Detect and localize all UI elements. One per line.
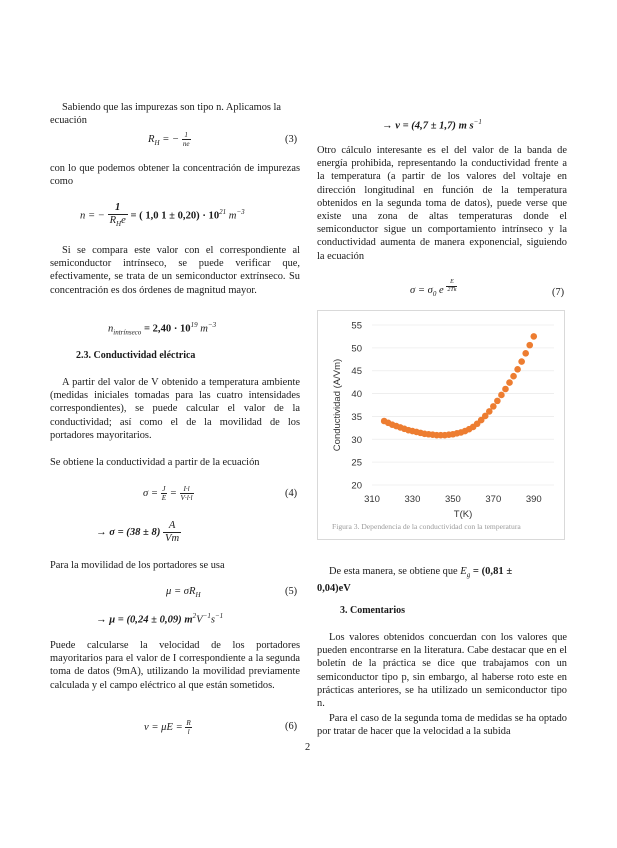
equation-sigma-result: → σ = (38 ± 8) $\frac{A}{Vm}$ [96,520,180,544]
x-axis-label: T(K) [453,509,473,520]
paragraph-impurities: Sabiendo que las impurezas son tipo n. Aplicamos la ecuación [50,102,282,127]
paragraph-comparison: Si se compara este valor con el correspondiente al semiconductor intrínseco, se puede verificar que, efectivamente, se trata de un semiconductor extrínseco. Su concentración es dos órdenes de magnitud mayor. [50,245,300,296]
paragraph-bandgap: Otro cálculo interesante es el del valor de la banda de energía prohibida, representando la conductividad frente a la temperatura (a partir de los valores del voltaje en dirección longitudinal en función de la temperatura obtenidos en la segunda toma de datos), puede verse que existe una zona de altas temperaturas donde el semiconductor sigue un comportamiento intrínseco y la conductividad aumenta de manera exponencial, siguiendo la ecuación [317,145,567,262]
data-point [530,333,537,340]
data-point [490,403,497,410]
x-tick-label: 390 [525,494,542,505]
equation-number-7: (7) [552,287,565,298]
data-point [522,350,529,357]
data-point [502,386,509,393]
y-tick-label: 20 [351,480,362,492]
equation-7: $\sigma = \sigma_0$ e $\frac{E}{2Tk}$ [410,279,457,299]
section-heading-2-3: 2.3. Conductividad eléctrica [76,350,196,361]
x-tick-label: 310 [364,494,380,505]
section-heading-3: 3. Comentarios [340,605,405,616]
equation-5: $\mu = \sigma R_H$ [166,586,201,600]
paragraph-result-eg: De esta manera, se obtiene que $E_g = (0,81$ ± 0,04)eV [317,566,513,595]
data-point [514,366,521,373]
data-point [518,358,525,365]
paragraph-velocity: Puede calcularse la velocidad de los portadores mayoritarios para el valor de I correspondiente a la segunda toma de datos (9mA), utilizando la movilidad previamente calculada y el campo eléctrico al que están sometidos. [50,640,300,691]
paragraph-comments: Los valores obtenidos concuerdan con los valores que pueden encontrarse en la literatura. Cabe destacar que en el boletín de la práctica se dice que trabajamos con un semiconductor tipo p, sin embargo, al haberse roto este en prácticas anteriores, se ha utilizado un semiconductor tipo n. [317,632,567,710]
data-point [498,392,505,399]
equation-number-3: (3) [285,134,298,145]
paragraph-conductivity-intro: A partir del valor de V obtenido a temperatura ambiente (medidas iniciales tomadas para las cuatro intensidades correspondientes), se puede calcular el valor de la conductividad; así como el de la movilidad de los portadores mayoritarios. [50,377,300,441]
equation-4: σ = $\frac{J}{E}$ = $\frac{I\cdot l}{V\cdot l\cdot l}$ [143,485,193,502]
y-axis-label: Conductividad (A/Vm) [332,358,343,452]
y-tick-label: 35 [351,411,362,423]
x-tick-label: 370 [485,494,502,505]
figure-3-chart [317,310,565,540]
equation-mu-result: → μ = (0,24 ± 0,09) $m^2V^{-1}s^{-1}$ [96,612,224,626]
conductivity-scatter-plot [318,311,564,539]
paragraph-second-measurement: Para el caso de la segunda toma de medidas se ha optado por tratar de hacer que la velocidad a la subida [317,713,567,738]
equation-number-5: (5) [285,586,298,597]
page-number: 2 [305,742,311,753]
x-tick-label: 350 [444,494,461,505]
paragraph-mobility: Para la movilidad de los portadores se usa [50,560,225,571]
y-tick-label: 55 [351,320,362,332]
paragraph-conductivity-eq: Se obtiene la conductividad a partir de la ecuación [50,457,260,468]
equation-v-result: → v = (4,7 ± 1,7) m $s^{-1}$ [382,118,482,132]
y-tick-label: 25 [351,457,362,469]
data-point [510,373,517,380]
equation-number-6: (6) [285,721,298,732]
equation-6: v = μE = $\frac{R}{l}$ [144,719,191,736]
equation-n: n = − 1 $R_He$ = ( 1,0 $1 \pm 0,20) \cdot 10^{21}$ $m^{-3}$ [80,202,245,229]
y-tick-label: 50 [351,343,362,355]
data-point [506,379,513,386]
equation-number-4: (4) [285,488,298,499]
figure-caption: Figura 3. Dependencia de la conductividad con la temperatura [332,522,521,531]
data-point [494,398,501,405]
equation-3: $R_H$ = − $\frac{1}{ne}$ [148,131,190,148]
data-point [526,342,533,349]
y-tick-label: 40 [351,389,362,401]
y-tick-label: 30 [351,434,362,446]
equation-intrinsic: $n_{intrínseco} = 2,40 \cdot 10^{19}$ $m^{-3}$ [108,321,217,337]
paragraph-concentration: con lo que podemos obtener la concentración de impurezas como [50,163,300,188]
y-tick-label: 45 [351,366,362,378]
x-tick-label: 330 [404,494,421,505]
